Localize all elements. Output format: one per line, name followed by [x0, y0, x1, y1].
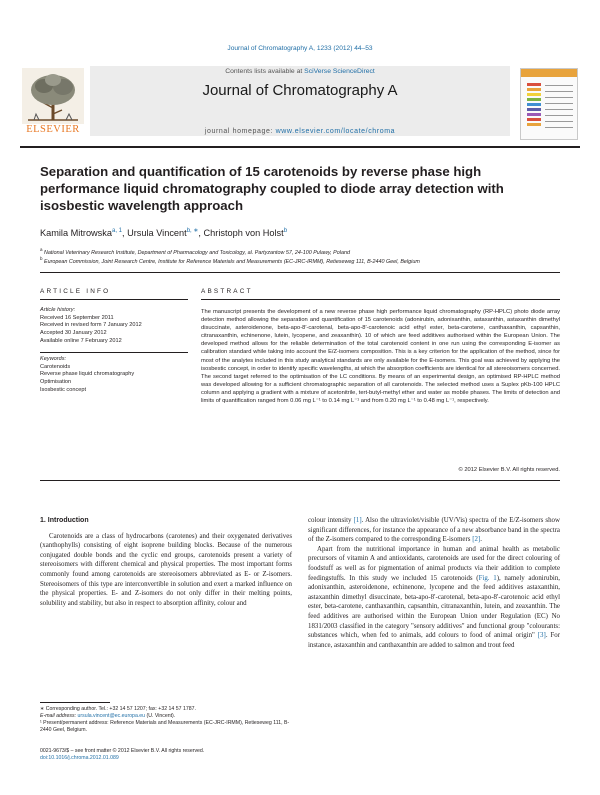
affiliation [40, 256, 560, 265]
paragraph-text: colour intensity [308, 517, 354, 524]
email-note [40, 713, 292, 720]
journal-cover-thumbnail-icon [520, 68, 578, 140]
affiliation [40, 247, 560, 256]
keyword: Reverse phase liquid chromatography [40, 371, 135, 378]
front-matter-meta [40, 748, 292, 762]
abstract-rule [201, 299, 560, 300]
history-entry: Available online 7 February 2012 [40, 337, 122, 344]
email-suffix: (U. Vincent). [145, 713, 176, 719]
keywords-label: Keywords: [40, 356, 67, 362]
elsevier-tree-logo-icon [22, 68, 84, 124]
journal-homepage-line [90, 128, 510, 135]
article-info-rule [40, 299, 188, 300]
journal-title: Journal of Chromatography A [202, 82, 398, 99]
reference-link[interactable]: [3] [537, 632, 546, 640]
footnotes [40, 706, 292, 734]
abstract-heading: ABSTRACT [201, 288, 253, 295]
email-label: E-mail address: [40, 713, 78, 719]
keywords-rule [40, 352, 188, 353]
header-band [90, 66, 510, 136]
article-history [40, 307, 188, 346]
reference-link[interactable]: [1] [353, 517, 362, 524]
keyword: Carotenoids [40, 363, 71, 370]
body-left-column [40, 516, 292, 608]
sciencedirect-link[interactable]: SciVerse ScienceDirect [304, 68, 375, 75]
history-label: Article history: [40, 307, 76, 313]
affiliation-text: National Veterinary Research Institute, Department of Pharmacology and Toxicology, al. Partyzantow 57, 24-100 Pulawy, Poland [44, 249, 350, 256]
corresponding-author-note: ∗ Corresponding author. Tel.: +32 14 57 1207; fax: +32 14 57 1787. [40, 706, 196, 712]
abstract-text: The manuscript presents the development of a new reverse phase high performance liquid chromatography (RP-HPLC) photo diode array detection method allowing the separation and quantification of 15 carotenoids (adonirubin, adonixanthin, astaxanthin, astaxanthin dimethyl disuccinate, asteroidenone, beta-apo-8′-carotenal, beta-apo-8′-carotenoic acid ethyl ester, beta-carotene, canthaxanthin, capsanthin, citranaxanthin, echinenone, lutein, lycopene, and zeaxanthin). 10 of which are feed additives authorised within the European Union. The developed method allows for the reliable determination of the total carotenoid content in one run using the corresponding E-isomer as calibration standard while taking into account the E/Z-isomers composition. This is a key criterion for the application of the method, since for most of the analytes included in this study analytical standards are only available for the E-isomers. This goal was achieved by applying the isosbestic concept, in order to identify specific wavelengths, at which the absorption coefficients are identical for all stereoisomers concerned. The second target referred to the optimisation of the LC conditions. By means of an experimental design, an optimised RP-HPLC method was developed allowing for a sufficient chromatographic separation of all carotenoids. The selected method uses a Suplex pKb-100 HPLC column and applying a gradient with a mixture of acetonitrile, tert-butyl-methyl ether and water as mobile phases. The limits of detection and limits of quantification ranged from 0.06 mg L⁻¹ to 0.14 mg L⁻¹ and from 0.20 mg L⁻¹ to 0.48 mg L⁻¹, respectively. [201, 309, 560, 405]
author-name[interactable]: Kamila Mitrowska [40, 228, 112, 239]
journal-header [20, 58, 580, 142]
paragraph-text: Apart from the nutritional importance in human and animal health as metabolic precursors of vitamin A and antioxidants, carotenoids are used for the direct colouring of foodstuff as well as for pigmentation of animal products via their addition to complete feedingstuffs. In this study we included 15 carotenoids ( [308, 545, 560, 582]
journal-homepage-link[interactable]: www.elsevier.com/locate/chroma [275, 128, 396, 135]
body-paragraph: Carotenoids are a class of hydrocarbons (carotenes) and their oxygenated derivatives (xanthophylls) consisting of eight isoprene building blocks. Because of the numerous conjugated double bonds and the cyclic end groups, carotenoids present a variety of stereoisomers with different chemical and physical properties. The most important forms commonly found among carotenoids are stereoisomers abbreviated as E- or Z-isomers. Stereoisomers of this type are interconvertible in solution and exert a marked influence on the physical properties. E- and Z-isomers do not only differ in their melting points, solubility and stability, but also in respect to absorption affinity, colour and [40, 532, 292, 607]
author-affil-mark[interactable]: b, ∗ [186, 228, 199, 234]
author-affil-mark[interactable]: a, 1 [111, 228, 122, 234]
affiliation-text: European Commission, Joint Research Centre, Institute for Reference Materials and Measurements (EC-JRC-IRMM), Retieseweg 111, B-2440 Geel, Belgium [44, 258, 420, 265]
keywords [40, 356, 188, 395]
running-citation[interactable]: Journal of Chromatography A, 1233 (2012) 44–53 [227, 45, 373, 52]
contents-line [90, 68, 510, 75]
affiliation-mark: a [40, 247, 43, 252]
homepage-prefix: journal homepage: [204, 128, 276, 135]
email-link[interactable]: ursula.vincent@ec.europa.eu [77, 713, 146, 719]
history-entry: Accepted 30 January 2012 [40, 330, 107, 337]
paragraph-text: . [480, 536, 482, 544]
author-name[interactable]: Ursula Vincent [127, 228, 187, 239]
affiliation-mark: b [40, 256, 43, 261]
author-list: Kamila Mitrowska$^{a, 1}$, Ursula Vincent$^{b, ∗}$, Christoph von Holst$^b$ [40, 228, 288, 239]
footnote-rule [40, 702, 110, 703]
article-title: Separation and quantification of 15 carotenoids by reverse phase high performance liquid chromatography coupled to diode array detection with isosbestic wavelength approach [40, 164, 504, 213]
keyword: Isosbestic concept [40, 386, 87, 393]
paragraph-text: . Also the ultraviolet/visible (UV/Vis) spectra of the E/Z-isomers show significant differences, for instance the appearance of a new absorbance band in the spectra of the Z-isomers compared to the corresponding E-isomers [308, 517, 560, 544]
publisher-wordmark: ELSEVIER [26, 124, 80, 135]
article-info-heading: ARTICLE INFO [40, 288, 111, 295]
history-entry: Received in revised form 7 January 2012 [40, 322, 142, 329]
body-right-column [308, 516, 560, 650]
figure-link[interactable]: Fig. 1 [478, 574, 497, 582]
reference-link[interactable]: [2] [472, 536, 481, 544]
keyword: Optimisation [40, 379, 72, 386]
body-paragraph [308, 516, 560, 545]
author-affil-mark[interactable]: b [283, 228, 288, 234]
paragraph-text: ), namely adonirubin, adonixanthin, asteroidenone, echinenone, lycopene and the feed additives astaxanthin, astaxanthin dimethyl disuccinate, beta-apo-8′-carotenal, beta-apo-8′-carotenoic acid ethyl ester, beta-carotene, canthaxanthin, capsanthin, citranaxanthin, lutein, and zeaxanthin. The feed additives are authorised within the European Union under Regulation (EC) No 1831/2003 classified in the category "sensory additives" and functional group "colourants: substances which, when fed to animals, add colours to food of animal origin" [308, 574, 560, 640]
body-paragraph [308, 545, 560, 651]
history-entry: Received 16 September 2011 [40, 314, 114, 321]
abstract-bottom-rule [40, 480, 560, 481]
author-name[interactable]: Christoph von Holst [203, 228, 284, 239]
copyright-notice: © 2012 Elsevier B.V. All rights reserved. [458, 467, 560, 473]
paragraph-text: . For instance, astaxanthin and canthaxanthin are added to salmon and trout feed [308, 632, 560, 649]
issn-line: 0021-9673/$ – see front matter © 2012 Elsevier B.V. All rights reserved. [40, 748, 205, 754]
header-divider [20, 146, 580, 148]
title-divider [40, 272, 560, 273]
present-address-note: ¹ Present/permanent address: Reference Materials and Measurements (EC-JRC-IRMM), Retieseweg 111, B-2440 Geel, Belgium. [40, 720, 290, 733]
section-heading-introduction: 1. Introduction [40, 517, 89, 524]
contents-prefix: Contents lists available at [225, 68, 305, 75]
doi-link[interactable]: doi:10.1016/j.chroma.2012.01.089 [40, 755, 119, 761]
